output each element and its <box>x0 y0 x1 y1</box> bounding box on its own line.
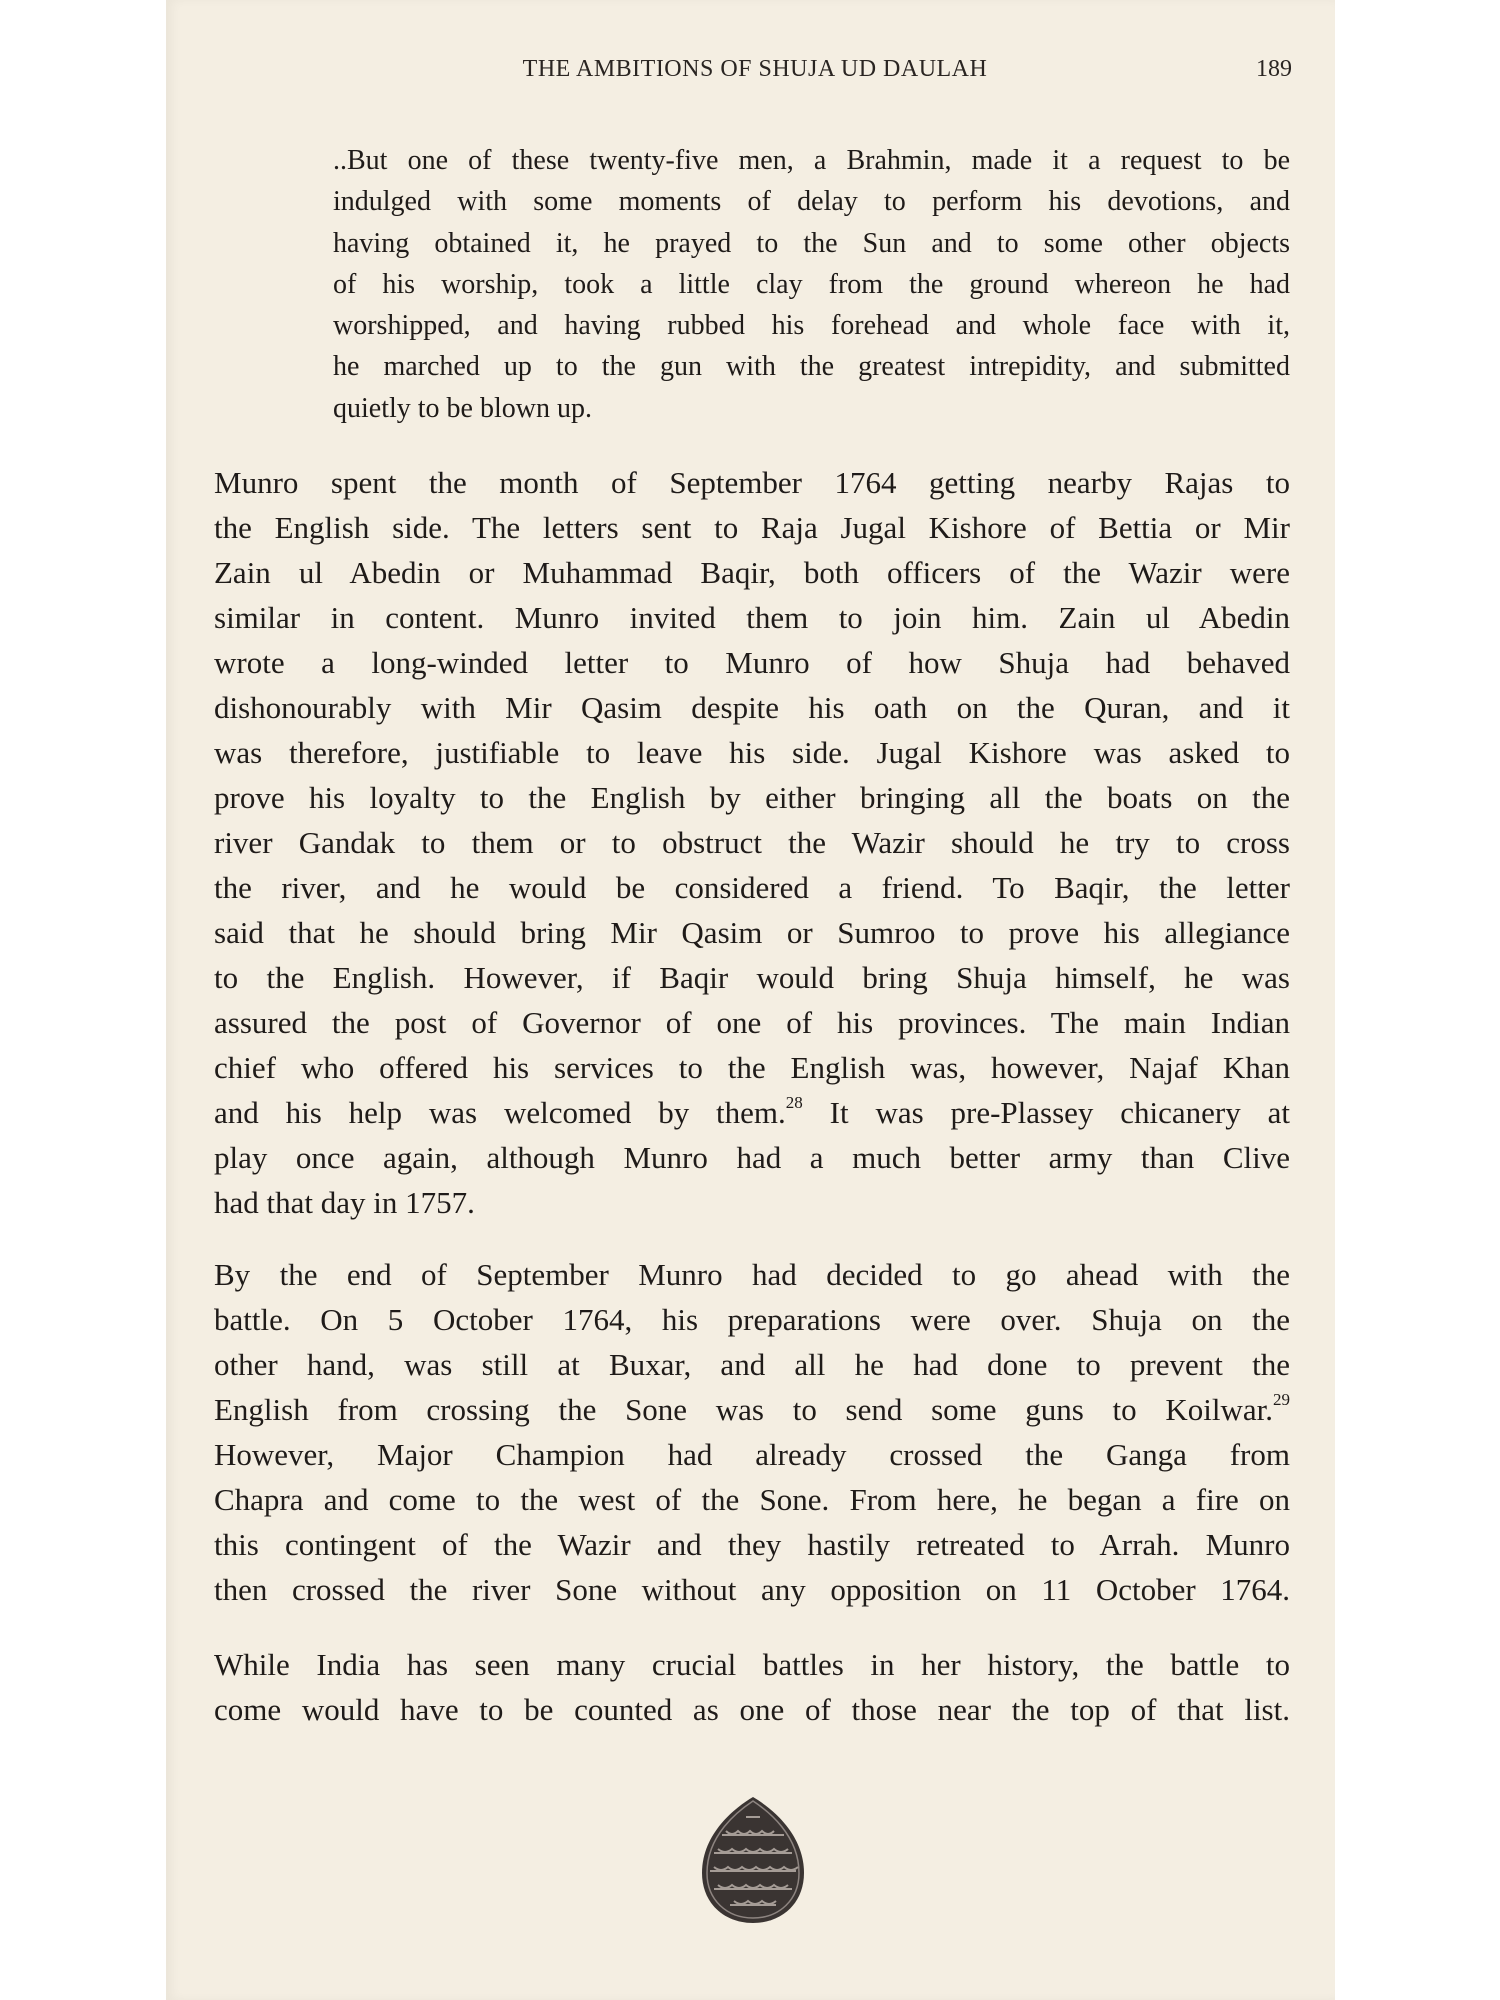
text-line: dishonourably with Mir Qasim despite his oath on the Quran, and it <box>214 690 1290 725</box>
text-line: the English side. The letters sent to Raja Jugal Kishore of Bettia or Mir <box>214 510 1290 545</box>
text-line: Chapra and come to the west of the Sone. From here, he began a fire on <box>214 1482 1290 1517</box>
text-line: assured the post of Governor of one of his provinces. The main Indian <box>214 1005 1290 1040</box>
text-line: English from crossing the Sone was to send some guns to Koilwar.$^{29}$ <box>214 1390 1290 1427</box>
text-line: worshipped, and having rubbed his forehead and whole face with it, <box>333 310 1290 342</box>
text-line: ..But one of these twenty-five men, a Brahmin, made it a request to be <box>333 145 1290 176</box>
paragraph-3 <box>214 1642 1290 1732</box>
text-line: the river, and he would be considered a friend. To Baqir, the letter <box>214 870 1290 905</box>
text-line: prove his loyalty to the English by either bringing all the boats on the <box>214 780 1290 815</box>
text-line: wrote a long-winded letter to Munro of how Shuja had behaved <box>214 645 1290 680</box>
text-line: come would have to be counted as one of those near the top of that list. <box>214 1692 1290 1727</box>
text-line: he marched up to the gun with the greatest intrepidity, and submitted <box>333 351 1290 383</box>
footnote-ref[interactable]: 28 <box>785 1093 803 1112</box>
text-line: While India has seen many crucial battles in her history, the battle to <box>214 1647 1290 1682</box>
text-line: Munro spent the month of September 1764 getting nearby Rajas to <box>214 465 1290 500</box>
text-line: indulged with some moments of delay to perform his devotions, and <box>333 186 1290 218</box>
running-title: THE AMBITIONS OF SHUJA UD DAULAH <box>522 56 988 82</box>
seal-ornament-icon <box>700 1795 806 1925</box>
text-line: to the English. However, if Baqir would bring Shuja himself, he was <box>214 960 1290 995</box>
text-line: had that day in 1757. <box>214 1185 475 1220</box>
text-line: quietly to be blown up. <box>333 392 592 424</box>
text-line: river Gandak to them or to obstruct the Wazir should he try to cross <box>214 825 1290 860</box>
text-line: said that he should bring Mir Qasim or Sumroo to prove his allegiance <box>214 915 1290 950</box>
text-line: Zain ul Abedin or Muhammad Baqir, both officers of the Wazir were <box>214 555 1290 590</box>
page-number: 189 <box>1256 56 1292 82</box>
paragraph-2 <box>214 1252 1290 1612</box>
paragraph-1 <box>214 460 1290 1225</box>
text-line: battle. On 5 October 1764, his preparations were over. Shuja on the <box>214 1302 1290 1337</box>
text-line: By the end of September Munro had decided to go ahead with the <box>214 1257 1290 1292</box>
text-line: was therefore, justifiable to leave his side. Jugal Kishore was asked to <box>214 735 1290 770</box>
text-line: other hand, was still at Buxar, and all he had done to prevent the <box>214 1347 1290 1382</box>
text-line: play once again, although Munro had a much better army than Clive <box>214 1140 1290 1175</box>
text-line: this contingent of the Wazir and they hastily retreated to Arrah. Munro <box>214 1527 1290 1562</box>
text-line: similar in content. Munro invited them to join him. Zain ul Abedin <box>214 600 1290 635</box>
text-line: having obtained it, he prayed to the Sun and to some other objects <box>333 227 1290 259</box>
text-line: then crossed the river Sone without any opposition on 11 October 1764. <box>214 1572 1290 1607</box>
text-line: of his worship, took a little clay from the ground whereon he had <box>333 268 1290 300</box>
text-line: chief who offered his services to the English was, however, Najaf Khan <box>214 1050 1290 1085</box>
text-line: However, Major Champion had already crossed the Ganga from <box>214 1437 1290 1472</box>
text-line: and his help was welcomed by them.$^{28}$ It was pre-Plassey chicanery at <box>214 1093 1290 1130</box>
footnote-ref[interactable]: 29 <box>1273 1390 1290 1409</box>
block-quote <box>333 140 1290 429</box>
